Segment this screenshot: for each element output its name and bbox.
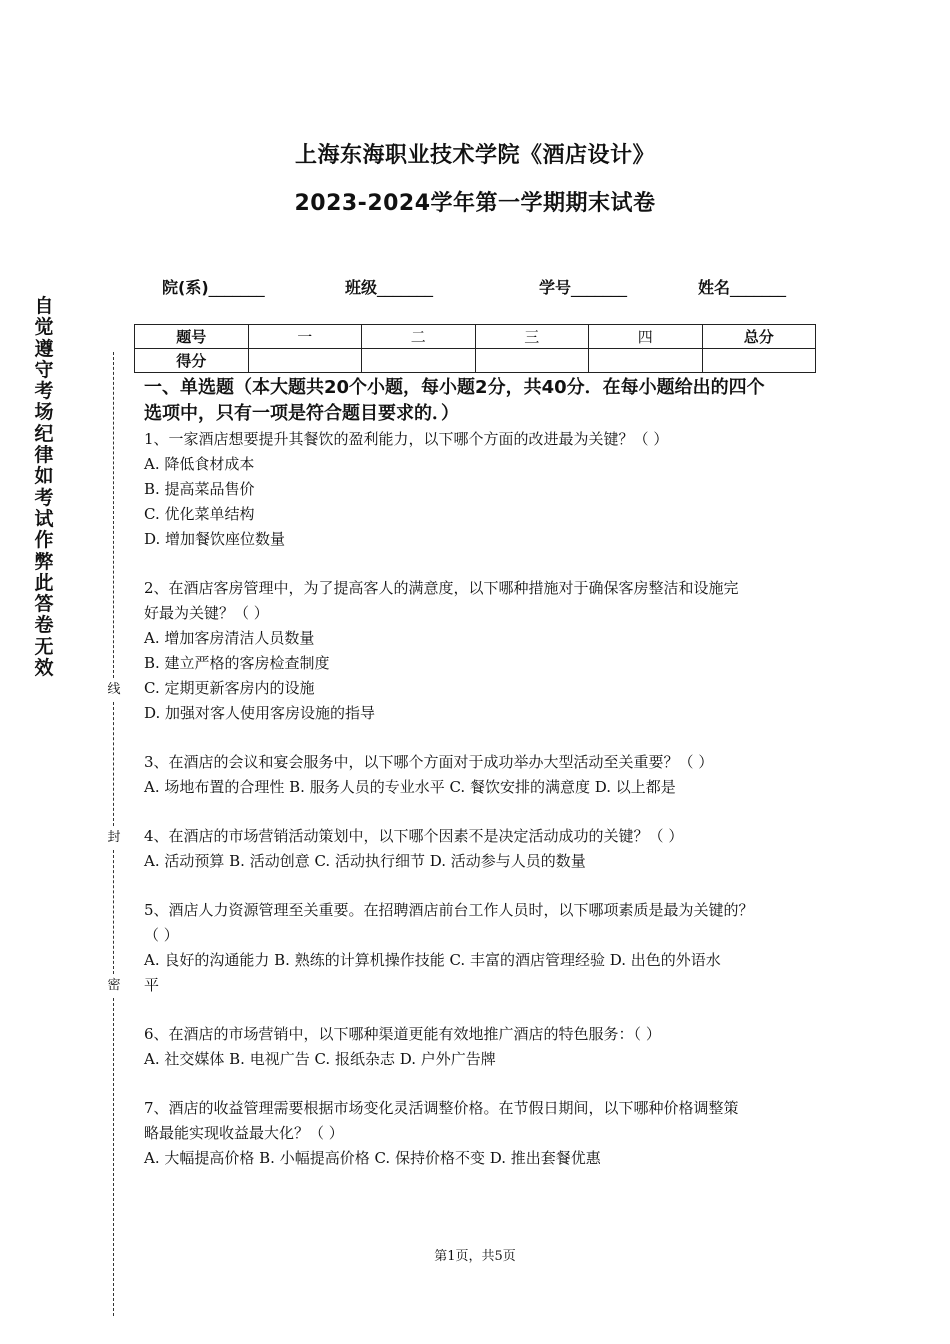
class-label: 班级 — [345, 278, 378, 297]
name-field — [698, 275, 786, 298]
binding-line-dashed — [113, 702, 114, 826]
exam-title-line1: 上海东海职业技术学院《酒店设计》 — [294, 143, 655, 168]
score-table-score-row — [135, 349, 816, 373]
section-heading: 一、单选题（本大题共20个小题，每小题2分，共40分．在每小题给出的四个 选项中，只有一项是符合题目要求的．） — [144, 377, 765, 424]
class-blank: _______ — [377, 278, 434, 297]
score-cell — [248, 349, 362, 373]
score-table-header-row — [135, 325, 816, 349]
question-stem: 2、在酒店客房管理中，为了提高客人的满意度，以下哪种措施对于确保客房整洁和设施完 — [144, 579, 739, 597]
score-header-cell: 二 — [362, 325, 476, 349]
score-header-cell: 总分 — [702, 325, 816, 349]
binding-line-dashed — [113, 352, 114, 678]
question-stem: 7、酒店的收益管理需要根据市场变化灵活调整价格。在节假日期间，以下哪种价格调整策 — [144, 1099, 739, 1117]
exam-title-line2: 2023-2024学年第一学期期末试卷 — [294, 191, 656, 216]
question-stem: 1、一家酒店想要提升其餐饮的盈利能力，以下哪个方面的改进最为关键？（ ） — [144, 430, 669, 448]
options-inline: A. 社交媒体 B. 电视广告 C. 报纸杂志 D. 户外广告牌 — [144, 1050, 496, 1068]
score-header-cell: 一 — [248, 325, 362, 349]
question-stem: 3、在酒店的会议和宴会服务中，以下哪个方面对于成功举办大型活动至关重要？（ ） — [144, 753, 714, 771]
student-id-blank: _______ — [571, 278, 628, 297]
question-7 — [144, 1096, 816, 1171]
dept-blank: _______ — [208, 278, 265, 297]
option-d: D. 加强对客人使用客房设施的指导 — [144, 704, 376, 722]
vertical-integrity-notice: 自 觉 遵 守 考 场 纪 律 如 考 试 作 弊 此 答 卷 无 效 — [34, 295, 54, 680]
score-cell — [475, 349, 589, 373]
option-b: B. 提高菜品售价 — [144, 480, 255, 498]
options-inline: A. 良好的沟通能力 B. 熟练的计算机操作技能 C. 丰富的酒店管理经验 D. 出色的外语水 — [144, 951, 721, 969]
question-6 — [144, 1022, 816, 1072]
option-b: B. 建立严格的客房检查制度 — [144, 654, 330, 672]
option-c: C. 优化菜单结构 — [144, 505, 255, 523]
student-id-field — [539, 275, 627, 298]
option-d: D. 增加餐饮座位数量 — [144, 530, 286, 548]
question-stem: 5、酒店人力资源管理至关重要。在招聘酒店前台工作人员时，以下哪项素质是最为关键的？ — [144, 901, 754, 919]
score-cell — [702, 349, 816, 373]
score-cell — [589, 349, 703, 373]
student-id-label: 学号 — [539, 278, 572, 297]
seal-mark-secret: 密 — [107, 978, 121, 993]
option-a: A. 增加客房清洁人员数量 — [144, 629, 315, 647]
name-blank: _______ — [730, 278, 787, 297]
question-stem-cont: （ ） — [144, 926, 179, 944]
question-1 — [144, 427, 816, 552]
score-header-cell: 三 — [475, 325, 589, 349]
name-label: 姓名 — [698, 278, 731, 297]
question-stem: 6、在酒店的市场营销中，以下哪种渠道更能有效地推广酒店的特色服务：（ ） — [144, 1025, 661, 1043]
options-inline: A. 场地布置的合理性 B. 服务人员的专业水平 C. 餐饮安排的满意度 D. 以上都是 — [144, 778, 676, 796]
question-stem-cont: 略最能实现收益最大化？（ ） — [144, 1124, 344, 1142]
score-cell — [362, 349, 476, 373]
binding-line-dashed — [113, 850, 114, 974]
seal-mark-seal: 封 — [107, 830, 121, 845]
score-header-cell: 四 — [589, 325, 703, 349]
score-header-cell: 题号 — [135, 325, 249, 349]
question-3 — [144, 750, 816, 800]
binding-line-dashed — [113, 998, 114, 1316]
option-c: C. 定期更新客房内的设施 — [144, 679, 315, 697]
class-field — [345, 275, 433, 298]
options-inline-cont: 平 — [144, 976, 160, 994]
question-2 — [144, 576, 816, 726]
question-4 — [144, 824, 816, 874]
exam-body — [144, 375, 816, 1171]
question-stem: 4、在酒店的市场营销活动策划中，以下哪个因素不是决定活动成功的关键？（ ） — [144, 827, 684, 845]
seal-mark-line: 线 — [107, 682, 121, 697]
score-row-label: 得分 — [135, 349, 249, 373]
options-inline: A. 大幅提高价格 B. 小幅提高价格 C. 保持价格不变 D. 推出套餐优惠 — [144, 1149, 601, 1167]
question-stem-cont: 好最为关键？（ ） — [144, 604, 269, 622]
question-5 — [144, 898, 816, 998]
option-a: A. 降低食材成本 — [144, 455, 255, 473]
dept-label: 院(系) — [162, 278, 209, 297]
page-number: 第1页，共5页 — [434, 1249, 516, 1264]
score-table — [134, 324, 816, 373]
dept-field — [162, 275, 265, 298]
options-inline: A. 活动预算 B. 活动创意 C. 活动执行细节 D. 活动参与人员的数量 — [144, 852, 586, 870]
